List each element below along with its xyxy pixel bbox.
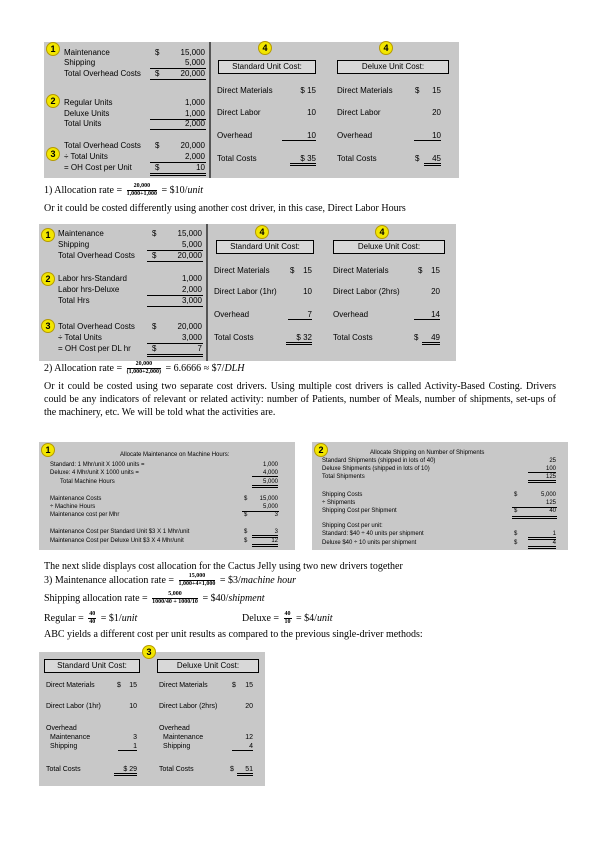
labor-hrs-dlx-value: 2,000 [181, 285, 202, 294]
fig2-divider [206, 224, 208, 361]
allocation-rate-1-prefix: 1) Allocation rate = [44, 184, 123, 196]
dm-label: Direct Materials [217, 86, 273, 95]
fig3-r1-value: 1,000 [262, 462, 278, 468]
toc-cur: $ [155, 141, 160, 150]
badge-4-icon: 4 [379, 41, 393, 55]
fig4-r4-label: Shipping Costs [322, 492, 363, 498]
fraction-num: 20,000 [127, 183, 157, 191]
fig4-r8-value: 1 [528, 531, 556, 540]
fraction-den: 10 [284, 619, 291, 625]
dm-dlx: 15 [245, 682, 253, 689]
maint-dlx: 12 [245, 734, 253, 741]
tc-dlx-label: Total Costs [159, 766, 194, 773]
fig4-r9-cur: $ [514, 540, 518, 546]
tc-label: Total Costs [46, 766, 81, 773]
maintenance-cur: $ [152, 229, 157, 238]
allocation-rate-2 [44, 361, 244, 376]
fig4-r3-value: 125 [528, 474, 556, 483]
fraction-den: 40 [89, 619, 96, 625]
shipping-rate-prefix: Shipping allocation rate = [44, 592, 148, 604]
tc-dlx-cur: $ [230, 766, 234, 773]
dl-std: 10 [129, 703, 137, 710]
fig3-r3-label: Total Machine Hours [60, 479, 115, 485]
fig3-r4-cur: $ [244, 496, 248, 502]
fraction-den: 1,000+1,000 [126, 191, 158, 197]
oh-label: Overhead [46, 725, 77, 732]
fig3-r6-cur: $ [244, 512, 248, 518]
tc-dlx: 51 [237, 766, 253, 776]
oh-per-unit-label: = OH Cost per Unit [64, 163, 132, 172]
fig3-r7-value: 3 [252, 529, 278, 538]
dm-std-cur: $ [290, 266, 295, 275]
fraction [152, 591, 198, 606]
dm-dlx: 15 [432, 86, 441, 95]
fraction [88, 611, 96, 626]
fig4-r6-value: 40 [549, 508, 556, 514]
dm-dlx-cur: $ [232, 682, 236, 689]
fig4-r1-value: 25 [549, 458, 556, 464]
maintenance-rate-prefix: 3) Maintenance allocation rate = [44, 574, 175, 586]
fig1-rule [150, 129, 206, 130]
tc-label: Total Costs [214, 333, 254, 342]
fig1-rule [150, 119, 206, 120]
fig3-rule [242, 511, 279, 512]
total-oh-value: 20,000 [180, 69, 205, 78]
ship-dlx: 4 [232, 743, 253, 751]
total-oh-label: Total Overhead Costs [64, 69, 141, 78]
fig4-r3-label: Total Shipments [322, 474, 365, 480]
dm-dlx-label: Direct Materials [333, 266, 389, 275]
dm-std: 15 [129, 682, 137, 689]
deluxe-rate-prefix: Deluxe = [242, 612, 280, 624]
maintenance-label: Maintenance [64, 48, 110, 57]
deluxe-rate-result: = $4/ [296, 612, 317, 624]
fig4-r4-cur: $ [514, 492, 518, 498]
allocation-rate-2-result: = 6.6666 ≈ $7/ [165, 362, 225, 374]
oh-std: 7 [288, 310, 312, 320]
fig4-r6-cur: $ [514, 508, 518, 514]
fraction [284, 611, 292, 626]
dl-label: Direct Labor [217, 108, 261, 117]
allocation-rate-2-unit: DLH [224, 362, 245, 374]
fig1-rule [150, 79, 206, 80]
fig3-r1-label: Standard: 1 Mhr/unit X 1000 units = [50, 462, 145, 468]
div-units-label: ÷ Total Units [64, 152, 108, 161]
total-oh-label: Total Overhead Costs [58, 251, 135, 260]
maintenance-cur: $ [155, 48, 160, 57]
toc-label: Total Overhead Costs [64, 141, 141, 150]
dl-dlx: 20 [245, 703, 253, 710]
oh-dlx: 10 [414, 131, 441, 141]
shipping-rate-unit: shipment [228, 592, 265, 604]
maint-std: 3 [133, 734, 137, 741]
badge-2-icon: 2 [41, 272, 55, 286]
allocation-rate-1-unit: unit [187, 184, 204, 196]
dl-dlx-label: Direct Labor [337, 108, 381, 117]
labor-hrs-std-value: 1,000 [181, 274, 202, 283]
dm-label: Direct Materials [214, 266, 270, 275]
badge-4-icon: 4 [258, 41, 272, 55]
ship-std-label: Shipping [50, 743, 78, 750]
total-hrs-label: Total Hrs [58, 296, 90, 305]
tc-dlx-label: Total Costs [333, 333, 373, 342]
dm-dlx-label: Direct Materials [337, 86, 393, 95]
deluxe-units-value: 1,000 [184, 109, 205, 118]
dl-std-label: Direct Labor (1hr) [46, 703, 101, 710]
tc-std: $ 32 [286, 333, 312, 345]
fraction [127, 361, 161, 376]
badge-3-icon: 3 [142, 645, 156, 659]
shipping-rate-result: = $40/ [202, 592, 229, 604]
fig3-r8-cur: $ [244, 538, 248, 544]
oh-dlx: 14 [414, 310, 440, 320]
fraction-den: 1000/40 + 1000/10 [152, 599, 198, 605]
oh-per-dlh-cur: $ [152, 344, 157, 353]
total-hrs-value: 3,000 [181, 296, 202, 305]
fig2-rule [147, 354, 203, 357]
badge-3-icon: 3 [41, 319, 55, 333]
total-units-value: 2,000 [184, 119, 205, 128]
std-unit-cost-header: Standard Unit Cost: [216, 240, 314, 254]
ship-std: 1 [118, 743, 137, 751]
fraction-num: 20,000 [127, 361, 161, 369]
dlx-unit-cost-header: Deluxe Unit Cost: [337, 60, 449, 74]
div-units-value: 2,000 [184, 152, 205, 161]
oh-dlx-label: Overhead [337, 131, 373, 140]
oh-per-dlh-label: = OH Cost per DL hr [58, 344, 131, 353]
fraction-num: 40 [284, 611, 291, 617]
dm-std: 15 [303, 266, 312, 275]
badge-4-icon: 4 [255, 225, 269, 239]
fig4-title: Allocate Shipping on Number of Shipments [370, 450, 485, 456]
maintenance-value: 15,000 [180, 48, 205, 57]
tc-dlx-cur: $ [415, 154, 420, 163]
dm-dlx-label: Direct Materials [159, 682, 208, 689]
next-slide-text: The next slide displays cost allocation for the Cactus Jelly using two new drivers together [44, 561, 403, 572]
fraction-num: 5,000 [152, 591, 198, 599]
toc-cur: $ [152, 322, 157, 331]
ship-dlx-label: Shipping [163, 743, 191, 750]
fig4-r4-value: 5,000 [540, 492, 556, 498]
fig2-rule [147, 261, 203, 262]
oh-dlx-label: Overhead [159, 725, 190, 732]
regular-rate [44, 611, 137, 626]
maint-std-label: Maintenance [50, 734, 91, 741]
fig3-r5-label: ÷ Machine Hours [50, 504, 96, 510]
labor-hrs-dlx-label: Labor hrs-Deluxe [58, 285, 120, 294]
dl-dlx-label: Direct Labor (2hrs) [333, 287, 400, 296]
fig1-rule [150, 162, 206, 163]
badge-2-icon: 2 [314, 443, 328, 457]
fig1-divider [209, 42, 211, 178]
oh-label: Overhead [214, 310, 250, 319]
dm-dlx: 15 [431, 266, 440, 275]
total-oh-cur: $ [155, 69, 160, 78]
deluxe-units-label: Deluxe Units [64, 109, 110, 118]
dm-std: $ 15 [300, 86, 316, 95]
fig4-r9-label: Deluxe $40 ÷ 10 units per shipment [322, 540, 417, 546]
paragraph-dlh: Or it could be costed differently using another cost driver, in this case, Direct Labor Hours [44, 203, 406, 214]
fig4-r5-value: 125 [545, 500, 556, 506]
fig2-rule [147, 343, 203, 344]
oh-std: 10 [282, 131, 316, 141]
oh-per-unit-value: 10 [196, 163, 205, 172]
fig4-r2-label: Deluxe Shipments (shipped in lots of 10) [322, 466, 430, 472]
fig3-r8-label: Maintenance Cost per Deluxe Unit $3 X 4 Mhr/unit [50, 538, 184, 544]
dm-std-cur: $ [117, 682, 121, 689]
fig4-r6-label: Shipping Cost per Shipment [322, 508, 397, 514]
allocation-rate-2-prefix: 2) Allocation rate = [44, 362, 123, 374]
dl-dlx: 20 [431, 287, 440, 296]
fig2-rule [147, 295, 203, 296]
oh-dlx-label: Overhead [333, 310, 369, 319]
dlx-unit-cost-header: Deluxe Unit Cost: [333, 240, 445, 254]
toc-value: 20,000 [180, 141, 205, 150]
fig3-r2-label: Deluxe: 4 Mhr/unit X 1000 units = [50, 470, 139, 476]
dm-dlx-cur: $ [415, 86, 420, 95]
fig1-rule [150, 68, 206, 69]
fraction-den: (1,000+2,000) [126, 369, 162, 375]
fig4-r8-cur: $ [514, 531, 518, 537]
badge-1-icon: 1 [41, 228, 55, 242]
fig4-r7-label: Shipping Cost per unit: [322, 523, 383, 529]
maintenance-value: 15,000 [177, 229, 202, 238]
fig1-rule [150, 173, 206, 176]
dm-label: Direct Materials [46, 682, 95, 689]
tc-dlx-label: Total Costs [337, 154, 377, 163]
shipping-value: 5,000 [184, 58, 205, 67]
fig3-r2-value: 4,000 [252, 470, 278, 477]
fig2-rule [147, 250, 203, 251]
maintenance-rate [44, 573, 296, 588]
tc-dlx: 49 [422, 333, 440, 345]
tc-std: $ 29 [114, 766, 137, 776]
maint-dlx-label: Maintenance [163, 734, 204, 741]
total-units-label: Total Units [64, 119, 102, 128]
oh-label: Overhead [217, 131, 253, 140]
std-unit-cost-header: Standard Unit Cost: [44, 659, 140, 673]
toc-value: 20,000 [177, 322, 202, 331]
total-oh-value: 20,000 [177, 251, 202, 260]
fig3-r5-value: 5,000 [262, 504, 278, 510]
fraction-den: 1,000+4×1,000 [178, 581, 216, 587]
maintenance-rate-result: = $3/ [219, 574, 241, 586]
fig4-rule [512, 507, 557, 508]
badge-1-icon: 1 [41, 443, 55, 457]
fraction [179, 573, 216, 588]
tc-std: $ 35 [290, 154, 316, 166]
fig3-r4-value: 15,000 [259, 496, 278, 502]
abc-yields-text: ABC yields a different cost per unit results as compared to the previous single-driver methods: [44, 629, 423, 640]
allocation-rate-1-result: = $10/ [161, 184, 188, 196]
fig4-r8-label: Standard: $40 ÷ 40 units per shipment [322, 531, 424, 537]
shipping-value: 5,000 [181, 240, 202, 249]
oh-per-unit-cur: $ [155, 163, 160, 172]
fig4-r9-value: 4 [528, 540, 556, 549]
maintenance-label: Maintenance [58, 229, 104, 238]
fig3-r7-label: Maintenance Cost per Standard Unit $3 X 1 Mhr/unit [50, 529, 190, 535]
fig3-r6-label: Maintenance cost per Mhr [50, 512, 120, 518]
badge-3-icon: 3 [46, 147, 60, 161]
maintenance-rate-unit: machine hour [240, 574, 297, 586]
fig4-rule [512, 516, 557, 519]
fig3-title: Allocate Maintenance on Machine Hours: [120, 452, 230, 458]
shipping-label: Shipping [58, 240, 90, 249]
std-unit-cost-header: Standard Unit Cost: [218, 60, 316, 74]
shipping-label: Shipping [64, 58, 96, 67]
fig3-r6-value: 3 [274, 512, 278, 518]
badge-1-icon: 1 [46, 42, 60, 56]
toc-label: Total Overhead Costs [58, 322, 135, 331]
fig4-r2-value: 100 [528, 466, 556, 473]
tc-dlx-cur: $ [414, 333, 419, 342]
deluxe-rate [242, 611, 333, 626]
labor-hrs-std-label: Labor hrs-Standard [58, 274, 127, 283]
dl-std: 10 [303, 287, 312, 296]
fig3-r4-label: Maintenance Costs [50, 496, 102, 502]
div-units-value: 3,000 [181, 333, 202, 342]
fraction-num: 40 [89, 611, 96, 617]
tc-dlx: 45 [424, 154, 441, 166]
dl-std: 10 [307, 108, 316, 117]
allocation-rate-1 [44, 183, 203, 198]
oh-per-dlh-value: 7 [197, 344, 202, 353]
badge-4-icon: 4 [375, 225, 389, 239]
fraction [127, 183, 157, 198]
regular-rate-prefix: Regular = [44, 612, 84, 624]
dl-dlx-label: Direct Labor (2hrs) [159, 703, 218, 710]
regular-units-label: Regular Units [64, 98, 113, 107]
fig3-r8-value: 12 [252, 538, 278, 547]
fraction-num: 15,000 [179, 573, 216, 581]
deluxe-rate-unit: unit [316, 612, 333, 624]
regular-rate-result: = $1/ [100, 612, 122, 624]
fig4-r5-label: ÷ Shipments [322, 500, 356, 506]
regular-units-value: 1,000 [184, 98, 205, 107]
badge-2-icon: 2 [46, 94, 60, 108]
total-oh-cur: $ [152, 251, 157, 260]
fig3-r7-cur: $ [244, 529, 248, 535]
tc-label: Total Costs [217, 154, 257, 163]
fig2-rule [147, 306, 203, 307]
dl-std-label: Direct Labor (1hr) [214, 287, 277, 296]
paragraph-abc: Or it could be costed using two separate cost drivers. Using multiple cost drivers is called Activity-Based Costing. Drivers could be any indicators of relevant or related activity: number of Patients, number of Meals, number of shipments, set-ups of the machinery, etc. We will be told what the activities are. [44, 381, 556, 418]
fig4-r1-label: Standard Shipments (shipped in lots of 40) [322, 458, 436, 464]
div-units-label: ÷ Total Units [58, 333, 102, 342]
fig3-r3-value: 5,000 [252, 479, 278, 488]
dm-dlx-cur: $ [418, 266, 423, 275]
dl-dlx: 20 [432, 108, 441, 117]
regular-rate-unit: unit [121, 612, 138, 624]
shipping-rate [44, 591, 264, 606]
dlx-unit-cost-header: Deluxe Unit Cost: [157, 659, 259, 673]
